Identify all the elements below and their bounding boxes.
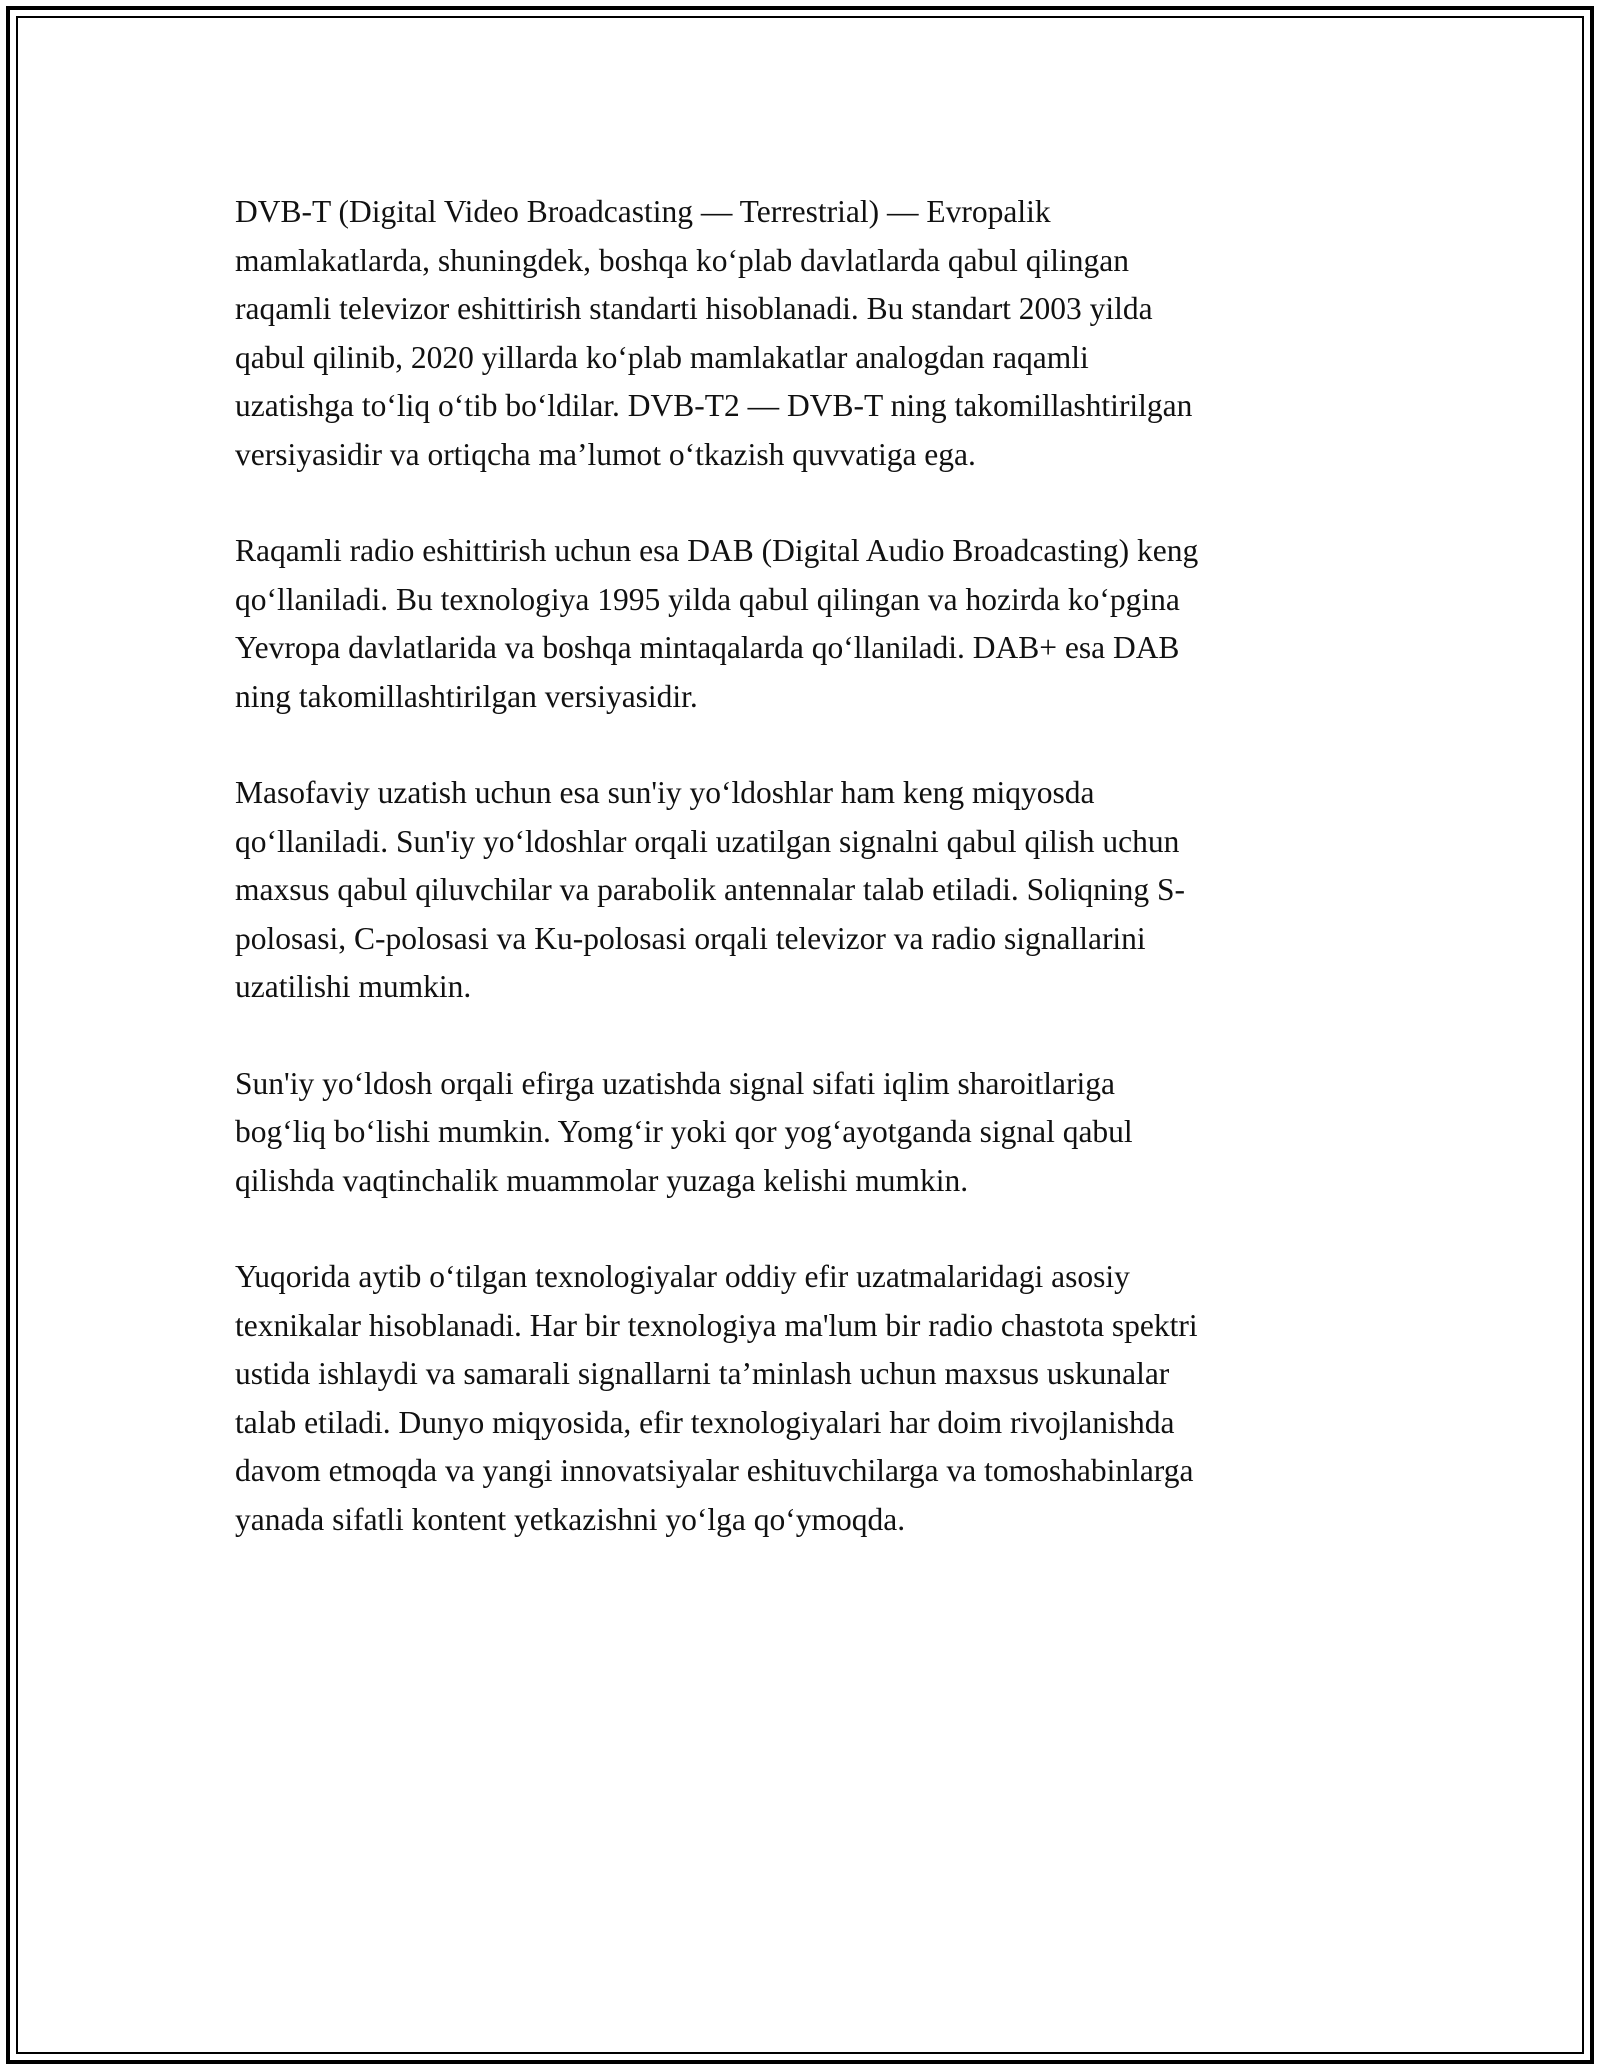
text-line: uzatishga to‘liq o‘tib bo‘ldilar. DVB-T2 — DVB-T ning takomillashtirilgan: [235, 388, 1193, 423]
text-line: yanada sifatli kontent yetkazishni yo‘lga qo‘ymoqda.: [235, 1501, 906, 1537]
paragraph-dvb-t: [235, 188, 1365, 479]
text-line: qilishda vaqtinchalik muammolar yuzaga kelishi mumkin.: [235, 1162, 969, 1198]
text-line: ning takomillashtirilgan versiyasidir.: [235, 678, 698, 714]
text-line: qo‘llaniladi. Bu texnologiya 1995 yilda qabul qilingan va hozirda ko‘pgina: [235, 581, 1180, 617]
text-line: davom etmoqda va yangi innovatsiyalar eshituvchilarga va tomoshabinlarga: [235, 1453, 1194, 1488]
text-line: Yuqorida aytib o‘tilgan texnologiyalar oddiy efir uzatmalaridagi asosiy: [235, 1259, 1130, 1294]
text-line: bog‘liq bo‘lishi mumkin. Yomg‘ir yoki qor yog‘ayotganda signal qabul: [235, 1114, 1133, 1149]
text-line: qo‘llaniladi. Sun'iy yo‘ldoshlar orqali uzatilgan signalni qabul qilish uchun: [235, 823, 1180, 859]
text-line: maxsus qabul qiluvchilar va parabolik antennalar talab etiladi. Soliqning S-: [235, 872, 1186, 907]
text-line: Raqamli radio eshittirish uchun esa DAB (Digital Audio Broadcasting) keng: [235, 533, 1199, 568]
text-line: Masofaviy uzatish uchun esa sun'iy yo‘ldoshlar ham keng miqyosda: [235, 775, 1095, 810]
text-line: mamlakatlarda, shuningdek, boshqa ko‘plab davlatlarda qabul qilingan: [235, 242, 1129, 278]
text-line: DVB-T (Digital Video Broadcasting — Terrestrial) — Evropalik: [235, 194, 1051, 229]
text-line: texnikalar hisoblanadi. Har bir texnologiya ma'lum bir radio chastota spektri: [235, 1307, 1198, 1343]
paragraph-satellite: [235, 769, 1365, 1012]
text-line: raqamli televizor eshittirish standarti hisoblanadi. Bu standart 2003 yilda: [235, 291, 1153, 326]
text-line: Sun'iy yo‘ldosh orqali efirga uzatishda signal sifati iqlim sharoitlariga: [235, 1065, 1115, 1101]
paragraph-dab: [235, 527, 1365, 721]
text-line: uzatilishi mumkin.: [235, 969, 472, 1004]
text-line: Yevropa davlatlarida va boshqa mintaqalarda qo‘llaniladi. DAB+ esa DAB: [235, 630, 1180, 665]
text-line: versiyasidir va ortiqcha ma’lumot o‘tkazish quvvatiga ega.: [235, 436, 976, 472]
text-line: polosasi, C-polosasi va Ku-polosasi orqali televizor va radio signallarini: [235, 920, 1146, 956]
paragraph-conclusion: [235, 1253, 1365, 1544]
document-body: [235, 188, 1365, 1592]
paragraph-weather: [235, 1060, 1365, 1206]
text-line: ustida ishlaydi va samarali signallarni ta’minlash uchun maxsus uskunalar: [235, 1356, 1170, 1391]
text-line: talab etiladi. Dunyo miqyosida, efir texnologiyalari har doim rivojlanishda: [235, 1404, 1175, 1440]
text-line: qabul qilinib, 2020 yillarda ko‘plab mamlakatlar analogdan raqamli: [235, 339, 1089, 375]
